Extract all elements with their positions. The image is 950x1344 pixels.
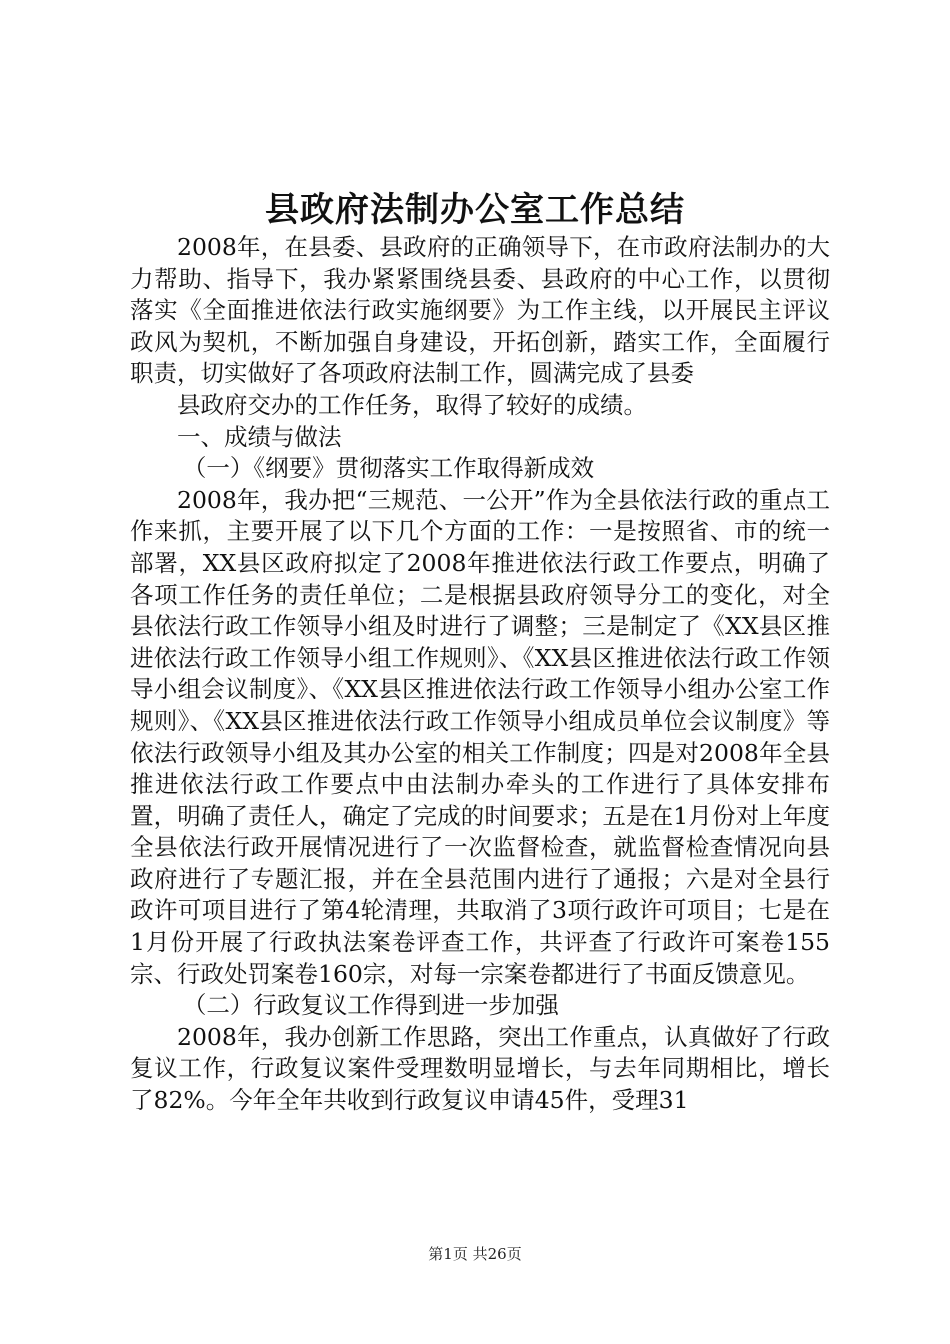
page-number-footer: 第1页 共26页 (428, 1245, 522, 1263)
body-paragraph: 2008年，我办创新工作思路，突出工作重点，认真做好了行政复议工作，行政复议案件受理数明显增长，与去年同期相比，增长了82%。今年全年共收到行政复议申请45件，受理31 (130, 1022, 830, 1115)
section-heading: 一、成绩与做法 (177, 422, 342, 451)
body-paragraph: 县政府交办的工作任务，取得了较好的成绩。 (177, 390, 647, 419)
subsection-heading: （二）行政复议工作得到进一步加强 (182, 991, 559, 1020)
body-paragraph: 2008年，在县委、县政府的正确领导下，在市政府法制办的大力帮助、指导下，我办紧紧围绕县委、县政府的中心工作，以贯彻落实《全面推进依法行政实施纲要》为工作主线，以开展民主评议政风为契机，不断加强自身建设，开拓创新，踏实工作，全面履行职责，切实做好了各项政府法制工作，圆满完成了县委 (130, 233, 830, 388)
document-title: 县政府法制办公室工作总结 (265, 190, 685, 230)
document-body (130, 232, 830, 1117)
subsection-heading: （一）《纲要》贯彻落实工作取得新成效 (182, 454, 595, 483)
body-paragraph: 2008年，我办把“三规范、一公开”作为全县依法行政的重点工作来抓，主要开展了以下几个方面的工作：一是按照省、市的统一部署，XX县区政府拟定了2008年推进依法行政工作要点，明确了各项工作任务的责任单位；二是根据县政府领导分工的变化，对全县依法行政工作领导小组及时进行了调整；三是制定了《XX县区推进依法行政工作领导小组工作规则》、《XX县区推进依法行政工作领导小组会议制度》、《XX县区推进依法行政工作领导小组办公室工作规则》、《XX县区推进依法行政工作领导小组成员单位会议制度》等依法行政领导小组及其办公室的相关工作制度；四是对2008年全县推进依法行政工作要点中由法制办牵头的工作进行了具体安排布置，明确了责任人，确定了完成的时间要求；五是在1月份对上年度全县依法行政开展情况进行了一次监督检查，就监督检查情况向县政府进行了专题汇报，并在全县范围内进行了通报；六是对全县行政许可项目进行了第4轮清理，共取消了3项行政许可项目；七是在1月份开展了行政执法案卷评查工作，共评查了行政许可案卷155宗、行政处罚案卷160宗，对每一宗案卷都进行了书面反馈意见。 (130, 485, 830, 988)
